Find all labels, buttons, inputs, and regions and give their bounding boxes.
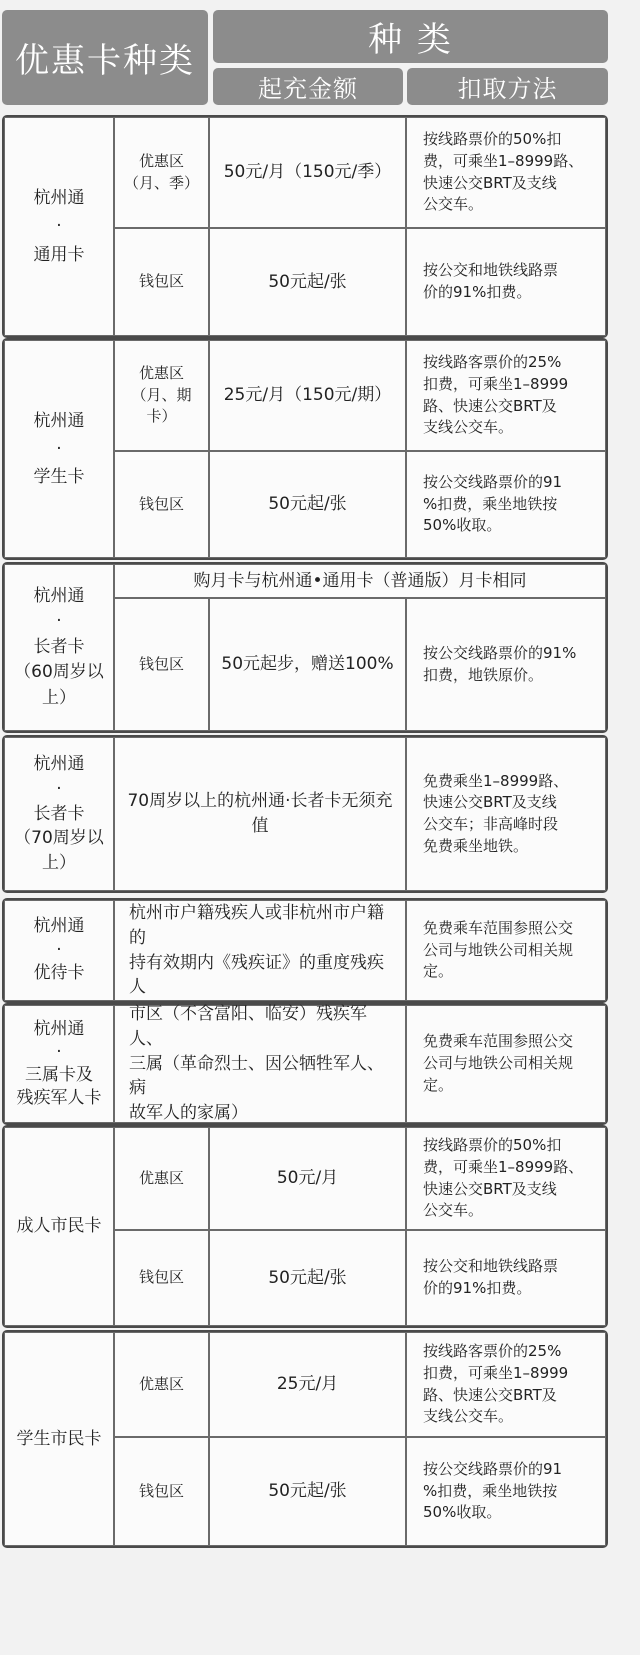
method-cell: 按公交线路票价的91 %扣费，乘坐地铁按 50%收取。 — [406, 1437, 606, 1546]
category-header: 种 类 — [213, 10, 608, 63]
zone-cell: 优惠区 （月、期卡） — [114, 340, 209, 451]
method-cell: 按线路票价的50%扣 费，可乘坐1–8999路、 快速公交BRT及支线 公交车。 — [406, 1127, 606, 1230]
amount-header: 起充金额 — [213, 68, 403, 105]
amount-cell: 25元/月 — [209, 1332, 406, 1437]
method-cell: 按公交线路票价的91 %扣费，乘坐地铁按 50%收取。 — [406, 451, 606, 558]
zone-cell: 钱包区 — [114, 451, 209, 558]
amount-cell: 50元起/张 — [209, 228, 406, 336]
method-cell: 按公交和地铁线路票 价的91%扣费。 — [406, 1230, 606, 1326]
amount-cell: 70周岁以上的杭州通·长者卡无须充值 — [114, 737, 406, 891]
card-type-label: 杭州通 · 长者卡 （60周岁以上） — [4, 564, 114, 731]
group-general-card — [2, 115, 608, 338]
group-preferential-card — [2, 898, 608, 1003]
card-type-label: 杭州通 · 通用卡 — [4, 117, 114, 336]
zone-cell: 优惠区 （月、季） — [114, 117, 209, 228]
group-senior-card-60 — [2, 562, 608, 733]
zone-cell: 优惠区 — [114, 1332, 209, 1437]
group-student-card — [2, 338, 608, 560]
method-cell: 免费乘车范围参照公交 公司与地铁公司相关规 定。 — [406, 1005, 606, 1123]
group-student-citizen-card — [2, 1330, 608, 1548]
amount-cell: 50元起/张 — [209, 1437, 406, 1546]
card-type-label: 杭州通 · 学生卡 — [4, 340, 114, 558]
method-header: 扣取方法 — [407, 68, 608, 105]
zone-cell: 钱包区 — [114, 598, 209, 731]
card-type-label: 杭州通 · 三属卡及 残疾军人卡 — [4, 1005, 114, 1123]
group-family-veteran-card — [2, 1003, 608, 1125]
zone-cell: 钱包区 — [114, 1230, 209, 1326]
group-adult-citizen-card — [2, 1125, 608, 1328]
method-cell: 按公交线路票价的91% 扣费，地铁原价。 — [406, 598, 606, 731]
amount-cell: 25元/月（150元/期） — [209, 340, 406, 451]
card-type-label: 成人市民卡 — [4, 1127, 114, 1326]
zone-cell: 钱包区 — [114, 228, 209, 336]
card-type-label: 学生市民卡 — [4, 1332, 114, 1546]
zone-cell: 优惠区 — [114, 1127, 209, 1230]
amount-cell: 50元/月 — [209, 1127, 406, 1230]
method-cell: 免费乘坐1–8999路、 快速公交BRT及支线 公交车；非高峰时段 免费乘坐地铁。 — [406, 737, 606, 891]
monthly-card-note: 购月卡与杭州通•通用卡（普通版）月卡相同 — [114, 564, 606, 598]
amount-cell: 50元起/张 — [209, 1230, 406, 1326]
method-cell: 按公交和地铁线路票 价的91%扣费。 — [406, 228, 606, 336]
method-cell: 按线路票价的50%扣 费，可乘坐1–8999路、 快速公交BRT及支线 公交车。 — [406, 117, 606, 228]
card-type-label: 杭州通 · 长者卡 （70周岁以上） — [4, 737, 114, 891]
amount-cell: 50元起步，赠送100% — [209, 598, 406, 731]
card-types-header: 优惠卡种类 — [2, 10, 208, 105]
method-cell: 按线路客票价的25% 扣费，可乘坐1–8999 路、快速公交BRT及 支线公交车。 — [406, 340, 606, 451]
method-cell: 按线路客票价的25% 扣费，可乘坐1–8999 路、快速公交BRT及 支线公交车。 — [406, 1332, 606, 1437]
card-type-label: 杭州通 · 优待卡 — [4, 900, 114, 1001]
amount-cell: 50元/月（150元/季） — [209, 117, 406, 228]
amount-cell: 市区（不含富阳、临安）残疾军人、 三属（革命烈士、因公牺牲军人、病 故军人的家属） — [114, 1005, 406, 1123]
amount-cell: 杭州市户籍残疾人或非杭州市户籍的 持有效期内《残疾证》的重度残疾人 — [114, 900, 406, 1001]
zone-cell: 钱包区 — [114, 1437, 209, 1546]
amount-cell: 50元起/张 — [209, 451, 406, 558]
method-cell: 免费乘车范围参照公交 公司与地铁公司相关规 定。 — [406, 900, 606, 1001]
group-senior-card-70 — [2, 735, 608, 893]
